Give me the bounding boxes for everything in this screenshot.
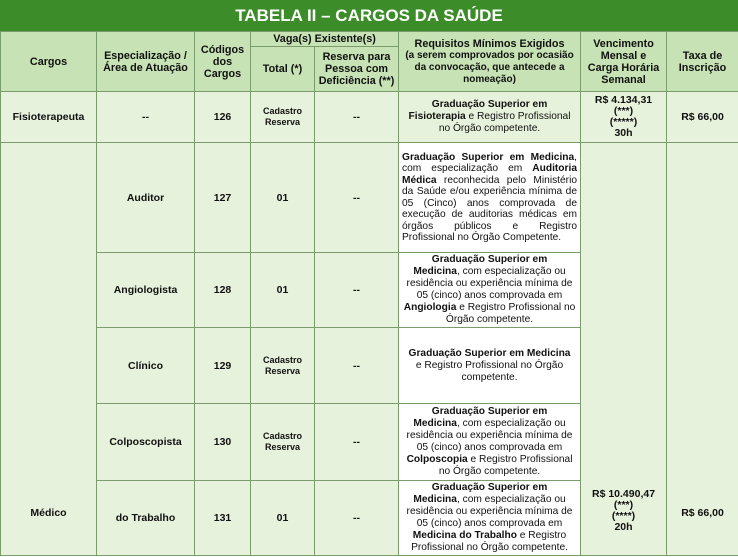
header-cargos: Cargos [1, 32, 97, 92]
header-vencimento: Vencimento Mensal e Carga Horária Semanal [581, 32, 667, 92]
venc-valor: R$ 4.134,31 [594, 94, 653, 106]
especializacao-cell: Colposcopista [97, 404, 195, 481]
codigo-cell: 130 [195, 404, 251, 481]
header-reserva: Reserva para Pessoa com Deficiência (**) [315, 47, 399, 92]
requisitos-cell [399, 481, 581, 556]
total-line-1: Cadastro [262, 106, 302, 116]
codigo-cell: 128 [195, 253, 251, 328]
total-line-2: Reserva [264, 365, 301, 376]
header-taxa: Taxa de Inscrição [667, 32, 738, 92]
req-bold: Medicina [530, 151, 575, 163]
total-line-2: Reserva [264, 442, 301, 452]
req-bold: Angiologia [403, 302, 457, 313]
table-row [1, 92, 738, 143]
cargo-cell: Médico [1, 143, 97, 556]
header-total: Total (*) [251, 47, 315, 92]
venc-nota: (*****) [609, 116, 638, 128]
codigo-cell: 131 [195, 481, 251, 556]
req-text: , com especialização em [402, 151, 578, 174]
req-text: , com especialização ou residência ou experiência mínima de 05 (cinco) anos comprovada em [406, 266, 573, 301]
especializacao-cell: -- [97, 92, 195, 143]
reserva-cell: -- [315, 92, 399, 143]
venc-horas: 30h [614, 127, 633, 139]
codigo-cell: 126 [195, 92, 251, 143]
total-cell: 01 [251, 253, 315, 328]
req-bold: Medicina [413, 418, 457, 429]
requisitos-cell [399, 92, 581, 143]
cargo-cell: Fisioterapeuta [1, 92, 97, 143]
req-bold: Graduação Superior em Medicina [408, 347, 571, 359]
reserva-cell: -- [315, 481, 399, 556]
total-line-1: Cadastro [262, 431, 302, 441]
req-bold: Medicina [413, 266, 457, 277]
req-text: e Registro Profissional no Órgão competente. [445, 302, 576, 325]
venc-nota: (***) [613, 499, 634, 511]
codigo-cell: 127 [195, 143, 251, 253]
total-cell: 01 [251, 143, 315, 253]
vencimento-cell [581, 143, 667, 556]
total-line-2: Reserva [264, 117, 301, 127]
total-cell: 01 [251, 481, 315, 556]
total-cell [251, 92, 315, 143]
codigo-cell: 129 [195, 328, 251, 404]
header-requisitos-title: Requisitos Mínimos Exigidos [414, 37, 565, 50]
header-especializacao: Especialização / Área de Atuação [97, 32, 195, 92]
req-bold: Colposcopia [406, 454, 468, 465]
req-text: e Registro Profissional [465, 111, 571, 122]
req-text: , com especialização ou residência ou experiência mínima de 05 (cinco) anos comprovada em [406, 418, 573, 453]
taxa-cell: R$ 66,00 [667, 92, 738, 143]
header-codigos: Códigos dos Cargos [195, 32, 251, 92]
req-text: e Registro Profissional no Órgão competente. [415, 359, 564, 383]
req-text: e Registro Profissional no Órgão competente. [411, 530, 568, 553]
reserva-cell: -- [315, 404, 399, 481]
vencimento-cell [581, 92, 667, 143]
taxa-cell: R$ 66,00 [667, 143, 738, 556]
req-bold: Medicina do Trabalho [412, 530, 517, 541]
especializacao-cell: Angiologista [97, 253, 195, 328]
requisitos-cell [399, 143, 581, 253]
especializacao-cell: do Trabalho [97, 481, 195, 556]
reserva-cell: -- [315, 253, 399, 328]
req-text: no Órgão competente. [438, 123, 541, 134]
req-bold: Medicina [413, 494, 457, 505]
req-text: Graduação Superior em [431, 482, 548, 493]
header-vagas: Vaga(s) Existente(s) [251, 32, 399, 47]
requisitos-cell [399, 328, 581, 404]
total-cell [251, 328, 315, 404]
venc-valor: R$ 10.490,47 [591, 488, 656, 500]
header-requisitos-sub: (a serem comprovados por ocasião da convocação, que antecede a nomeação) [405, 49, 574, 85]
venc-nota: (****) [611, 510, 636, 522]
venc-nota: (***) [613, 105, 634, 117]
especializacao-cell: Auditor [97, 143, 195, 253]
req-text: Graduação Superior em [402, 151, 525, 163]
requisitos-cell [399, 253, 581, 328]
req-text: Graduação Superior em [431, 406, 548, 417]
reserva-cell: -- [315, 328, 399, 404]
reserva-cell: -- [315, 143, 399, 253]
req-text: , com especialização ou residência ou experiência mínima de 05 (cinco) anos comprovada em [406, 494, 573, 529]
req-bold: Fisioterapia [408, 111, 466, 122]
especializacao-cell: Clínico [97, 328, 195, 404]
total-line-1: Cadastro [262, 354, 302, 365]
req-text: Graduação Superior em [431, 254, 548, 265]
requisitos-cell [399, 404, 581, 481]
req-text: Graduação Superior em [431, 99, 548, 110]
req-text: reconhecida pelo Ministério da Saúde e/ou experiência mínima de 05 (Cinco) anos comprovada de execução de auditorias médicas em órgãos públicos e Registro Profissional no Órgão Competente. [402, 174, 578, 243]
req-bold: Auditoria Médica [402, 163, 577, 186]
req-text: e Registro Profissional no Órgão competente. [438, 454, 573, 477]
table-title: TABELA II – CARGOS DA SAÚDE [0, 0, 738, 31]
cargos-table [0, 31, 738, 556]
total-cell [251, 404, 315, 481]
table-row [1, 143, 738, 253]
venc-horas: 20h [614, 521, 633, 533]
header-requisitos [399, 32, 581, 92]
